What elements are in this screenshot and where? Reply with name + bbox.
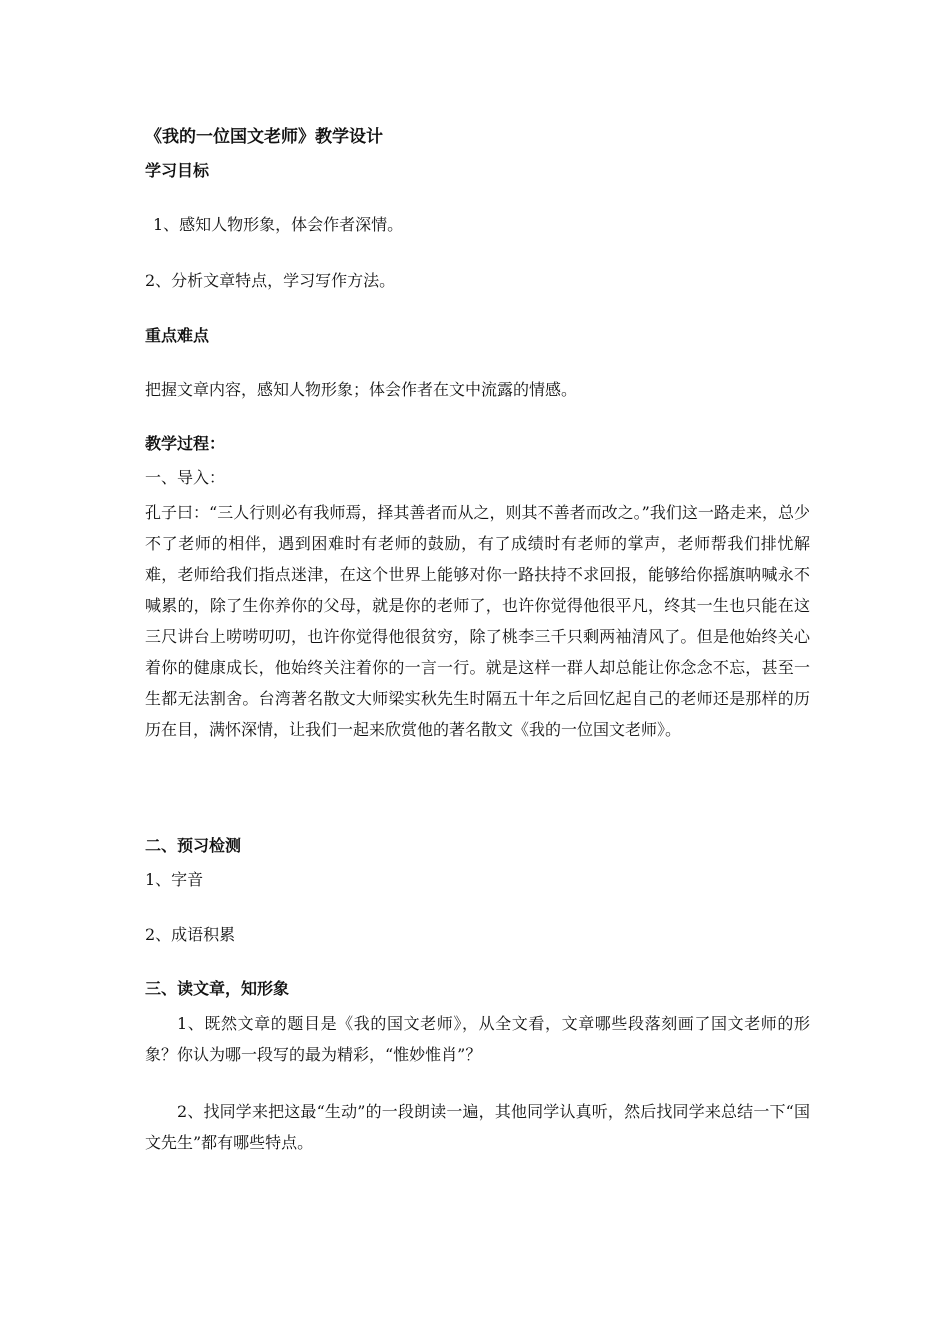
preview-heading: 二、预习检测 <box>145 836 242 855</box>
objectives-heading: 学习目标 <box>145 161 210 180</box>
key-points-text: 把握文章内容，感知人物形象；体会作者在文中流露的情感。 <box>145 380 578 399</box>
preview-item-1: 1、字音 <box>145 870 204 889</box>
document-page <box>145 0 810 1344</box>
preview-item-2: 2、成语积累 <box>145 925 236 944</box>
key-points-heading: 重点难点 <box>145 326 210 345</box>
reading-question-1: 1、既然文章的题目是《我的国文老师》，从全文看，文章哪些段落刻画了国文老师的形象？你认为哪一段写的最为精彩，“惟妙惟肖”？ <box>145 1014 810 1064</box>
objective-item-1: 1、感知人物形象，体会作者深情。 <box>153 215 404 234</box>
objective-item-2: 2、分析文章特点，学习写作方法。 <box>145 271 396 290</box>
intro-heading: 一、导入： <box>145 468 226 487</box>
intro-paragraph: 孔子曰：“三人行则必有我师焉，择其善者而从之，则其不善者而改之。”我们这一路走来，总少不了老师的相伴，遇到困难时有老师的鼓励，有了成绩时有老师的掌声，老师帮我们排忧解难，老师给我们指点迷津，在这个世界上能够对你一路扶持不求回报，能够给你摇旗呐喊永不喊累的，除了生你养你的父母，就是你的老师了，也许你觉得他很平凡，终其一生也只能在这三尺讲台上唠唠叨叨，也许你觉得他很贫穷，除了桃李三千只剩两袖清风了。但是他始终关心着你的健康成长，他始终关注着你的一言一行。就是这样一群人却总能让你念念不忘，甚至一生都无法割舍。台湾著名散文大师梁实秋先生时隔五十年之后回忆起自己的老师还是那样的历历在目，满怀深情，让我们一起来欣赏他的著名散文《我的一位国文老师》。 <box>145 503 810 739</box>
document-title: 《我的一位国文老师》教学设计 <box>145 127 383 147</box>
reading-heading: 三、读文章，知形象 <box>145 979 290 998</box>
process-heading: 教学过程： <box>145 434 226 453</box>
reading-question-2: 2、找同学来把这最“生动”的一段朗读一遍，其他同学认真听，然后找同学来总结一下“国文先生”都有哪些特点。 <box>145 1102 810 1152</box>
